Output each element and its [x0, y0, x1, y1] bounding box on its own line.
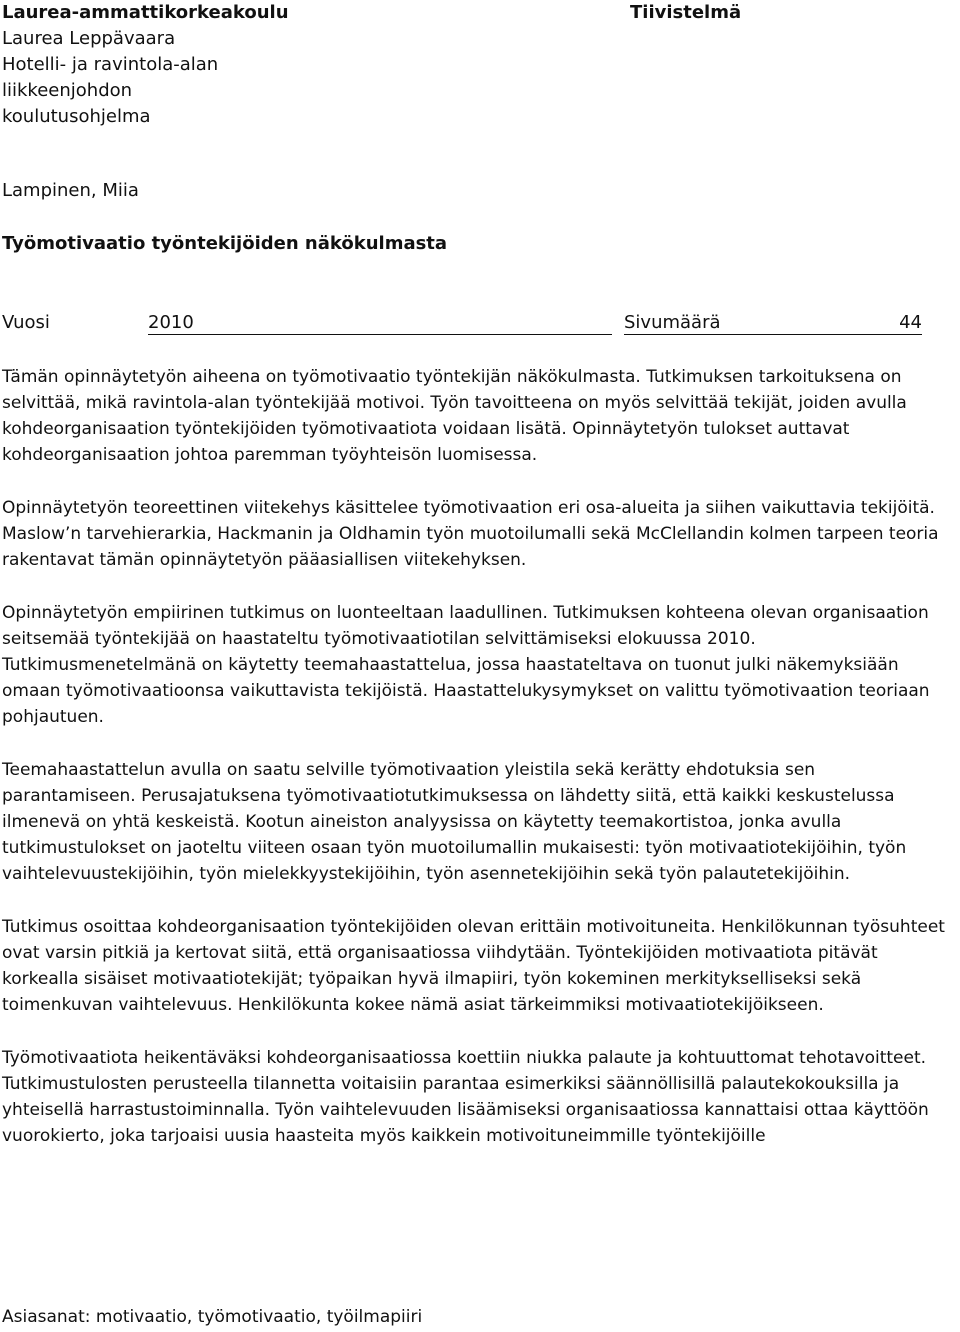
author-name: Lampinen, Miia — [2, 180, 139, 201]
thesis-title: Työmotivaatio työntekijöiden näkökulmasta — [2, 233, 448, 254]
degree-programme-line-3: koulutusohjelma — [2, 106, 151, 127]
abstract-body — [2, 364, 954, 1176]
degree-programme-line-1: Hotelli- ja ravintola-alan — [2, 54, 219, 75]
document-type: Tiivistelmä — [630, 2, 742, 23]
degree-programme-line-2: liikkeenjohdon — [2, 80, 133, 101]
meta-row — [2, 310, 922, 336]
year-label: Vuosi — [2, 312, 50, 333]
keywords-line: Asiasanat: motivaatio, työmotivaatio, työilmapiiri — [2, 1307, 423, 1327]
abstract-paragraph: Työmotivaatiota heikentäväksi kohdeorganisaatiossa koettiin niukka palaute ja kohtuuttomat tehotavoitteet. Tutkimustulosten perusteella tilannetta voitaisiin parantaa esimerkiksi säännöllisillä palautekokouksilla ja yhteisellä harrastustoiminnalla. Työn vaihtelevuuden lisäämiseksi organisaatiossa kannattaisi ottaa käyttöön vuorokierto, joka tarjoaisi uusia haasteita myös kaikkein motivoituneimmille työntekijöille — [2, 1048, 929, 1146]
abstract-paragraph: Teemahaastattelun avulla on saatu selville työmotivaation yleistila sekä kerätty ehdotuksia sen parantamiseen. Perusajatuksena työmotivaatiotutkimuksessa on lähdetty siitä, että kaikki keskustelussa ilmenevä on yhtä keskeistä. Kootun aineiston analyysissa on käytetty teemakortistoa, jonka avulla tutkimustulokset on jaoteltu viiteen osaan työn muotoilumallin mukaisesti: työn motivaatiotekijöihin, työn vaihtelevuustekijöihin, työn mielekkyystekijöihin, työn asennetekijöihin sekä työn palautetekijöihin. — [2, 760, 907, 884]
abstract-paragraph: Opinnäytetyön empiirinen tutkimus on luonteeltaan laadullinen. Tutkimuksen kohteena olevan organisaation seitsemää työntekijää on haastateltu työmotivaatiotilan selvittämiseksi elokuussa 2010. Tutkimusmenetelmänä on käytetty teemahaastattelua, jossa haastateltava on tuonut julki näkemyksiään omaan työmotivaatioonsa vaikuttavista tekijöistä. Haastattelukysymykset on valittu työmotivaation teoriaan pohjautuen. — [2, 603, 930, 727]
page-count-underline — [624, 334, 922, 335]
abstract-paragraph: Tämän opinnäytetyön aiheena on työmotivaatio työntekijän näkökulmasta. Tutkimuksen tarkoituksena on selvittää, mikä ravintola-alan työntekijää motivoi. Työn tavoitteena on myös selvittää tekijät, joiden avulla kohdeorganisaation työntekijöiden työmotivaatiota voidaan lisätä. Opinnäytetyön tulokset auttavat kohdeorganisaation johtoa paremman työyhteisön luomisessa. — [2, 367, 907, 465]
year-value: 2010 — [148, 312, 194, 333]
abstract-paragraph: Opinnäytetyön teoreettinen viitekehys käsittelee työmotivaation eri osa-alueita ja siihen vaikuttavia tekijöitä. Maslow’n tarvehierarkia, Hackmanin ja Oldhamin työn muotoilumalli sekä McClellandin kolmen tarpeen teoria rakentavat tämän opinnäytetyön pääasiallisen viitekehyksen. — [2, 498, 939, 570]
organization-block — [2, 0, 602, 130]
page-count-value: 44 — [899, 312, 922, 333]
document-header — [2, 0, 958, 130]
page-count-label: Sivumäärä — [624, 312, 721, 333]
campus-name: Laurea Leppävaara — [2, 28, 176, 49]
institution-name: Laurea-ammattikorkeakoulu — [2, 2, 289, 23]
abstract-paragraph: Tutkimus osoittaa kohdeorganisaation työntekijöiden olevan erittäin motivoituneita. Henkilökunnan työsuhteet ovat varsin pitkiä ja kertovat siitä, että organisaatiossa viihdytään. Työntekijöiden motivaatiota pitävät korkealla sisäiset motivaatiotekijät; työpaikan hyvä ilmapiiri, työn kokeminen merkitykselliseksi sekä toimenkuvan vaihtelevuus. Henkilökunta kokee nämä asiat tärkeimmiksi motivaatiotekijöikseen. — [2, 917, 945, 1015]
year-underline — [148, 334, 612, 335]
